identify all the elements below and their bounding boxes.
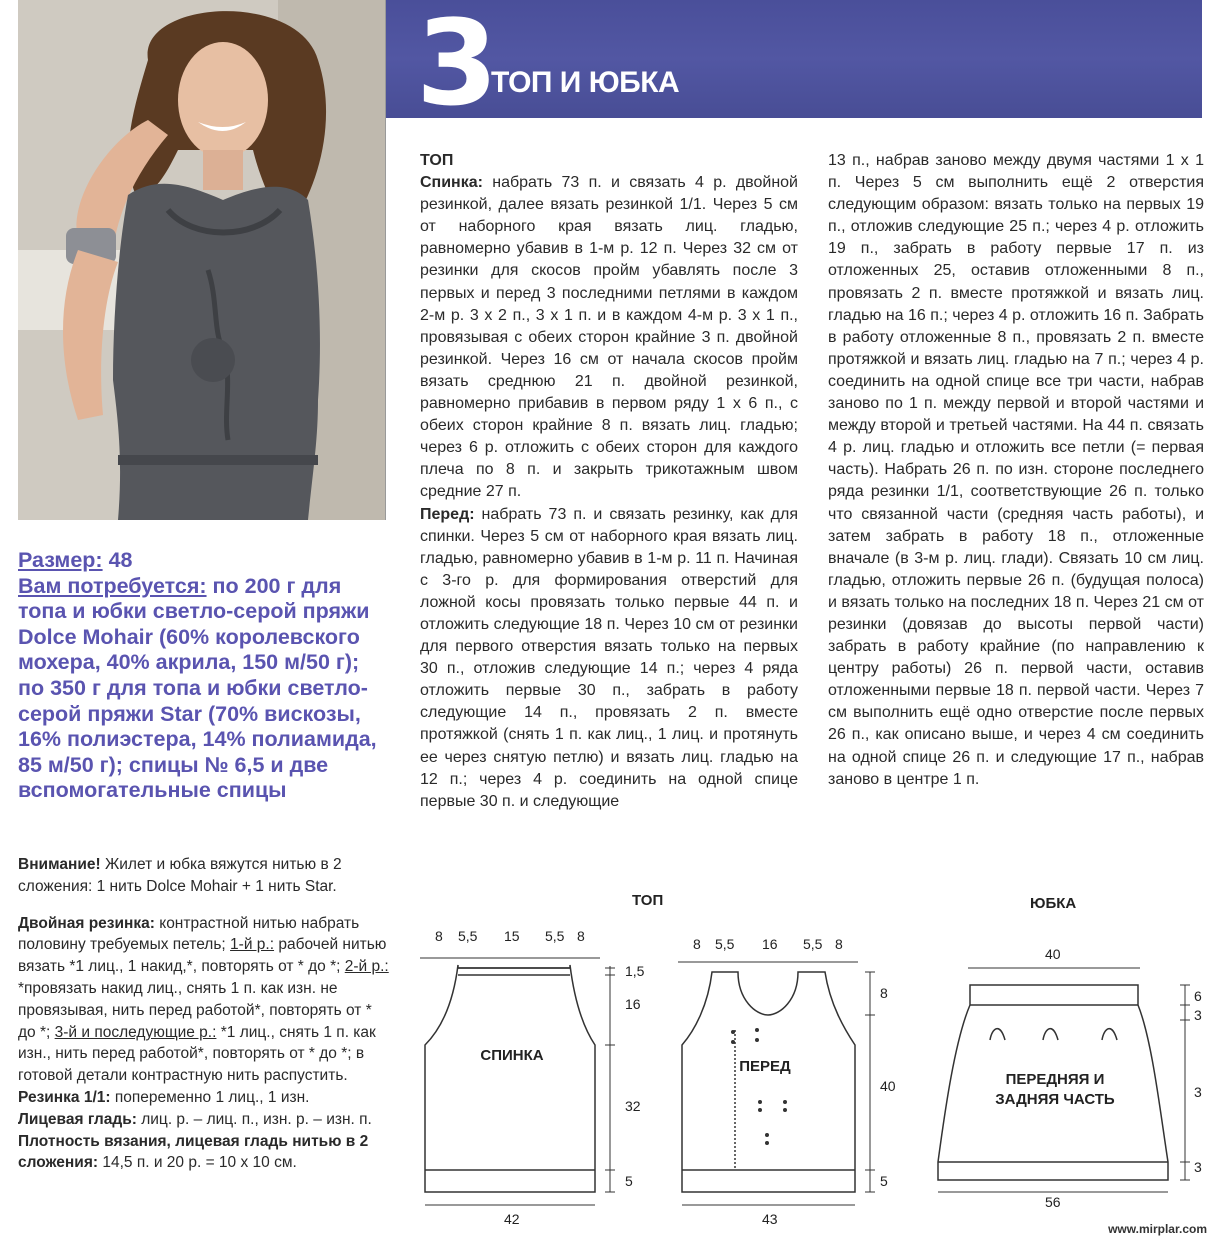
front-text: набрать 73 п. и связать резинку, как для спинки. Через 5 см от наборного края вязать лиц. гладью, равномерно убавив в 1-м р. 11 п. Начиная с 3-го р. для формирования отверстий для ложной косы провязать только первые 44 п. и отложить следующие 18 п. Через 10 см от резинки для первого отверстия вязать только на первых 30 п., отложив следующие 14 п.; через 4 ряда отложить первые 30 п., забрать в работу следующие 14 п., провязать 2 п. вместе протяжкой (снять 1 п. как лиц., 1 лиц. и протянуть ее через снятую петлю) и вязать лиц. гладью на 12 п.; через 4 р. соединить на одной спице первые 30 п. и следующие <box>420 505 798 810</box>
skirt-dim-top: 40 <box>1045 946 1061 962</box>
instructions-column-2 <box>828 150 1204 791</box>
row-3-label: 3-й и последующие р.: <box>54 1023 217 1041</box>
skirt-dim-side-1: 6 <box>1194 988 1202 1004</box>
stockinette-label: Лицевая гладь: <box>18 1110 137 1128</box>
back-dim-top-1: 8 <box>435 928 443 944</box>
front-instructions <box>420 504 798 813</box>
density-note <box>18 1131 390 1175</box>
attention-label: Внимание! <box>18 856 101 873</box>
model-photo <box>18 0 386 520</box>
materials-text: по 200 г для топа и юбки светло-серой пряжи Dolce Mohair (60% королевского мохера, 40% акрила, 150 м/50 г); по 350 г для топа и юбки светло-серой пряжи Star (70% вискозы, 16% полиэстера, 14% полиамида, 85 м/50 г); спицы № 6,5 и две вспомогательные спицы <box>18 573 377 803</box>
source-url: www.mirplar.com <box>1108 1222 1207 1236</box>
back-dim-side-3: 32 <box>625 1098 641 1114</box>
front-dim-bottom: 43 <box>762 1211 778 1227</box>
back-dim-top-5: 8 <box>577 928 585 944</box>
skirt-diagram-title: ЮБКА <box>1030 895 1077 912</box>
double-rib-text-3: *провязать накид лиц., снять 1 п. как изн. не провязывая, нить перед работой*, повторять от * до *; <box>18 979 372 1041</box>
front-dim-top-1: 8 <box>693 936 701 952</box>
back-dim-top-2: 5,5 <box>458 928 478 944</box>
row-1-label: 1-й р.: <box>230 936 275 954</box>
skirt-label-line-2: ЗАДНЯЯ ЧАСТЬ <box>995 1091 1115 1108</box>
size-value: 48 <box>108 548 133 572</box>
size-label: Размер: <box>18 548 103 572</box>
front-dim-side-3: 5 <box>880 1173 888 1189</box>
front-dim-side-2: 40 <box>880 1078 896 1094</box>
front-label: Перед: <box>420 505 475 523</box>
section-heading: ТОП <box>420 152 454 169</box>
back-instructions <box>420 172 798 503</box>
double-rib-label: Двойная резинка: <box>18 914 155 932</box>
back-dim-side-2: 16 <box>625 996 641 1012</box>
materials-label: Вам потребуется: <box>18 573 207 598</box>
back-dim-side-1: 1,5 <box>625 963 645 979</box>
header-band <box>386 0 1202 132</box>
attention-text: Жилет и юбка вяжутся нитью в 2 сложения: 1 нить Dolce Mohair + 1 нить Star. <box>18 856 342 895</box>
skirt-piece-label <box>985 1070 1125 1110</box>
back-dim-top-4: 5,5 <box>545 928 565 944</box>
front-dim-top-4: 5,5 <box>803 936 823 952</box>
back-dim-side-4: 5 <box>625 1173 633 1189</box>
stockinette-note <box>18 1109 390 1131</box>
rib-note <box>18 1087 390 1109</box>
back-dim-top-3: 15 <box>504 928 520 944</box>
continued-text: 13 п., набрав заново между двумя частями 1 х 1 п. Через 5 см выполнить ещё 2 отверстия следующим образом: вязать только на первых 19 п., отложив следующие 25 п.; через 4 р. отложить 19 п., забрать в работу первые 17 п. из отложенных 25, оставив отложенными 8 п., провязать 2 п. вместе протяжкой и вязать лиц. гладью на 16 п.; через 4 р. отложить 16 п. Забрать в работу отложенные 8 п., провязать 2 п. вместе протяжкой и вязать лиц. гладью на 7 п.; через 4 р. соединить на одной спице все три части, набрав заново по 1 п. между первой и второй частями и между второй и третьей частями. На 44 п. связать 4 р. лиц. гладью и отложить все петли (= первая часть). Набрать 26 п. по изн. стороне последнего ряда резинки 1/1, соответствующие 26 п. только что связанной части (средняя часть работы), и затем забрать в работу 18 п., отложенные вначале (в 3-м р. лиц. глади). Связать 10 см лиц. гладью, отложить первые 26 п. (будущая полоса) и вязать только на последних 18 п. Через 21 см от резинки (довязав до высоты первой части) забрать в работу крайние (по направлению к центру работы) 26 п. первой части, оставив отложенными первые 18 п. первой части. Через 7 см выполнить ещё одно отверстие после первых 26 п., как описано выше, и через 4 см соединить на одной спице 26 п. и следующие 17 п., набрав заново в центре 1 п. <box>828 152 1204 788</box>
density-text: 14,5 п. и 20 р. = 10 х 10 см. <box>102 1154 297 1172</box>
back-piece-label: СПИНКА <box>480 1047 544 1064</box>
attention-note <box>18 854 390 898</box>
skirt-dim-side-2: 3 <box>1194 1007 1202 1023</box>
skirt-dim-side-4: 3 <box>1194 1159 1202 1175</box>
back-label: Спинка: <box>420 174 483 192</box>
skirt-dim-side-3: 3 <box>1194 1084 1202 1100</box>
front-piece-label: ПЕРЕД <box>739 1058 791 1075</box>
rib-text: попеременно 1 лиц., 1 изн. <box>114 1088 310 1106</box>
front-dim-side-1: 8 <box>880 985 888 1001</box>
double-rib-text-4: *1 лиц., снять 1 п. как изн., нить перед работой*, повторять от * до *; в готовой детали контрастную нить распустить. <box>18 1023 376 1085</box>
materials-block <box>18 548 378 804</box>
skirt-dim-bottom: 56 <box>1045 1194 1061 1210</box>
double-rib-text-1: контрастной нитью набрать половину требуемых петель; <box>18 914 360 954</box>
stockinette-text: лиц. р. – лиц. п., изн. р. – изн. п. <box>141 1110 372 1128</box>
pattern-diagrams <box>400 880 1215 1240</box>
double-rib-text-2: рабочей нитью вязать *1 лиц., 1 накид,*, повторять от * до *; <box>18 936 387 976</box>
back-text: набрать 73 п. и связать 4 р. двойной резинкой, далее вязать резинкой 1/1. Через 5 см от наборного края вязать лиц. гладью, равномерно убавив в 1-м р. 12 п. Через 32 см от резинки для скосов пройм убавлять после 3 первых и перед 3 последними петлями в каждом 2-м р. 3 х 2 п., 3 х 1 п. и в каждом 4-м р. 3 х 1 п., провязывая с обеих сторон крайние 3 п. двойной резинкой. Через 16 см от начала скосов пройм вязать среднюю 21 п. двойной резинкой, равномерно прибавив в первом ряду 1 х 6 п., с обеих сторон крайние 8 п. вязать лиц. гладью; через 6 р. отложить с обеих сторон для каждого плеча по 8 п. и закрыть трикотажным швом средние 27 п. <box>420 174 798 501</box>
double-rib-note <box>18 913 390 1087</box>
notes-block <box>18 854 390 1174</box>
front-dim-top-2: 5,5 <box>715 936 735 952</box>
rib-label: Резинка 1/1: <box>18 1088 111 1106</box>
density-label: Плотность вязания, лицевая гладь нитью в 2 сложения: <box>18 1132 369 1172</box>
back-dim-bottom: 42 <box>504 1211 520 1227</box>
instructions-column-1 <box>420 150 798 813</box>
front-dim-top-5: 8 <box>835 936 843 952</box>
page-title: ТОП И ЮБКА <box>491 66 680 99</box>
front-dim-top-3: 16 <box>762 936 778 952</box>
top-diagram-title: ТОП <box>632 892 664 909</box>
project-number: 3 <box>416 0 495 132</box>
row-2-label: 2-й р.: <box>344 958 389 976</box>
skirt-label-line-1: ПЕРЕДНЯЯ И <box>1005 1071 1105 1088</box>
